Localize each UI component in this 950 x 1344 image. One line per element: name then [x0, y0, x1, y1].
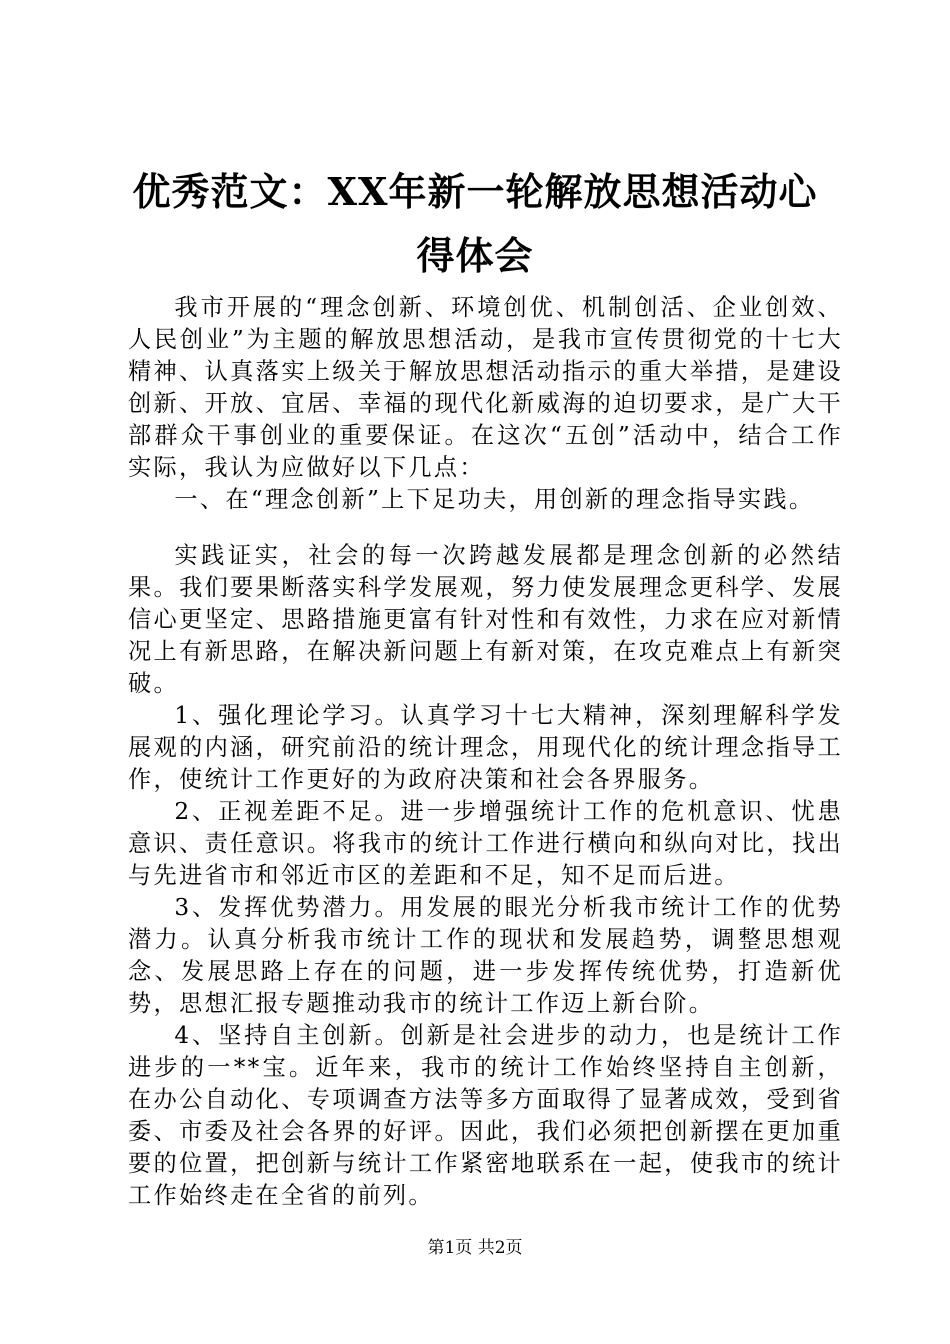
page-footer: 第1页 共2页	[427, 1238, 523, 1258]
list-item-3: 3、发挥优势潜力。用发展的眼光分析我市统计工作的优势潜力。认真分析我市统计工作的现状和发展趋势，调整思想观念、发展思路上存在的问题，进一步发挥传统优势，打造新优势，思想汇报专题推动我市的统计工作迈上新台阶。	[128, 894, 843, 1017]
list-item-2: 2、正视差距不足。进一步增强统计工作的危机意识、忧患意识、责任意识。将我市的统计工作进行横向和纵向对比，找出与先进省市和邻近市区的差距和不足，知不足而后进。	[128, 798, 843, 889]
section-heading-1: 一、在“理念创新”上下足功夫，用创新的理念指导实践。	[174, 486, 815, 513]
document-title: 优秀范文：XX年新一轮解放思想活动心得体会	[132, 169, 818, 278]
section-paragraph: 实践证实，社会的每一次跨越发展都是理念创新的必然结果。我们要果断落实科学发展观，努力使发展理念更科学、发展信心更坚定、思路措施更富有针对性和有效性，力求在应对新情况上有新思路，在解决新问题上有新对策，在攻克难点上有新突破。	[128, 542, 843, 697]
list-item-4: 4、坚持自主创新。创新是社会进步的动力，也是统计工作进步的一**宝。近年来，我市的统计工作始终坚持自主创新，在办公自动化、专项调查方法等多方面取得了显著成效，受到省委、市委及社会各界的好评。因此，我们必须把创新摆在更加重要的位置，把创新与统计工作紧密地联系在一起，使我市的统计工作始终走在全省的前列。	[128, 1022, 843, 1209]
list-item-1: 1、强化理论学习。认真学习十七大精神，深刻理解科学发展观的内涵，研究前沿的统计理念，用现代化的统计理念指导工作，使统计工作更好的为政府决策和社会各界服务。	[128, 702, 843, 793]
document-body	[128, 292, 843, 1212]
intro-paragraph: 我市开展的“理念创新、环境创优、机制创活、企业创效、人民创业”为主题的解放思想活动，是我市宣传贯彻党的十七大精神、认真落实上级关于解放思想活动指示的重大举措，是建设创新、开放、宜居、幸福的现代化新威海的迫切要求，是广大干部群众干事创业的重要保证。在这次“五创”活动中，结合工作实际，我认为应做好以下几点：	[128, 294, 843, 481]
